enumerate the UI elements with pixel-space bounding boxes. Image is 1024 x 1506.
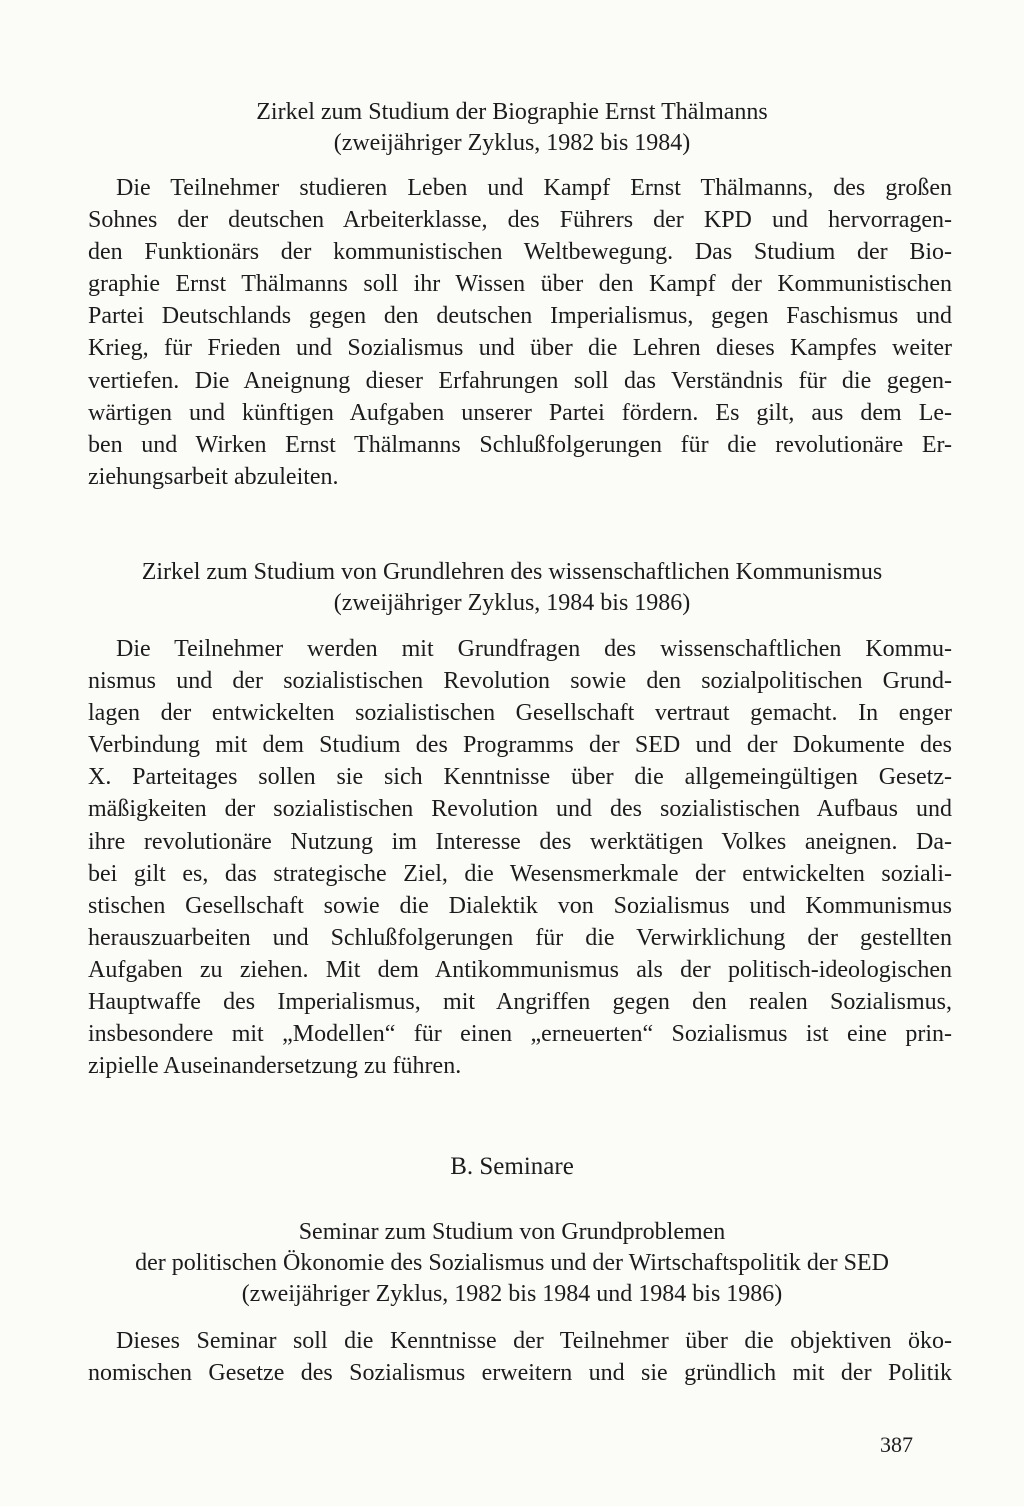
paragraph-line: insbesondere mit „Modellen“ für einen „erneuerten“ Sozialismus ist eine prin- xyxy=(88,1021,952,1048)
paragraph-line: den Funktionärs der kommunistischen Weltbewegung. Das Studium der Bio- xyxy=(88,239,952,266)
heading-line: Zirkel zum Studium der Biographie Ernst Thälmanns xyxy=(256,99,768,125)
paragraph-line: nomischen Gesetze des Sozialismus erweitern und sie gründlich mit der Politik xyxy=(88,1360,952,1387)
paragraph-line: wärtigen und künftigen Aufgaben unserer Partei fördern. Es gilt, aus dem Le- xyxy=(88,399,952,426)
paragraph-line: Partei Deutschlands gegen den deutschen Imperialismus, gegen Faschismus und xyxy=(88,303,952,330)
section-title-seminare: B. Seminare xyxy=(450,1153,574,1180)
paragraph-line: ihre revolutionäre Nutzung im Interesse des werktätigen Volkes aneignen. Da- xyxy=(88,828,952,855)
paragraph-thaelmann xyxy=(88,172,952,493)
section-heading-thaelmann xyxy=(60,97,964,159)
paragraph-oekonomie xyxy=(88,1325,952,1389)
section-heading-oekonomie xyxy=(60,1217,964,1310)
paragraph-line: Dieses Seminar soll die Kenntnisse der Teilnehmer über die objektiven öko- xyxy=(116,1328,952,1354)
paragraph-kommunismus xyxy=(88,633,952,1082)
heading-line: der politischen Ökonomie des Sozialismus und der Wirtschaftspolitik der SED xyxy=(135,1250,889,1276)
paragraph-line: stischen Gesellschaft sowie die Dialektik von Sozialismus und Kommunismus xyxy=(88,892,952,919)
heading-line: (zweijähriger Zyklus, 1984 bis 1986) xyxy=(333,590,691,616)
heading-line: Zirkel zum Studium von Grundlehren des wissenschaftlichen Kommunismus xyxy=(141,559,883,585)
paragraph-line: zipielle Auseinandersetzung zu führen. xyxy=(88,1053,462,1080)
page-number: 387 xyxy=(880,1432,913,1457)
paragraph-line: mäßigkeiten der sozialistischen Revolution und des sozialistischen Aufbaus und xyxy=(88,796,952,823)
paragraph-line: nismus und der sozialistischen Revolution sowie den sozialpolitischen Grund- xyxy=(88,668,952,695)
paragraph-line: Krieg, für Frieden und Sozialismus und über die Lehren dieses Kampfes weiter xyxy=(88,335,952,362)
paragraph-line: Die Teilnehmer werden mit Grundfragen des wissenschaftlichen Kommu- xyxy=(116,636,952,662)
paragraph-line: X. Parteitages sollen sie sich Kenntnisse über die allgemeingültigen Gesetz- xyxy=(88,764,952,791)
paragraph-line: Verbindung mit dem Studium des Programms der SED und der Dokumente des xyxy=(88,732,952,759)
paragraph-line: graphie Ernst Thälmanns soll ihr Wissen über den Kampf der Kommunistischen xyxy=(88,271,952,298)
paragraph-line: ben und Wirken Ernst Thälmanns Schlußfolgerungen für die revolutionäre Er- xyxy=(88,431,952,458)
heading-line: (zweijähriger Zyklus, 1982 bis 1984) xyxy=(333,130,691,156)
paragraph-line: Aufgaben zu ziehen. Mit dem Antikommunismus als der politisch-ideologischen xyxy=(88,956,952,983)
heading-line: (zweijähriger Zyklus, 1982 bis 1984 und 1984 bis 1986) xyxy=(241,1281,783,1307)
paragraph-line: lagen der entwickelten sozialistischen Gesellschaft vertraut gemacht. In enger xyxy=(88,700,952,727)
paragraph-line: Die Teilnehmer studieren Leben und Kampf Ernst Thälmanns, des großen xyxy=(116,175,952,201)
paragraph-line: vertiefen. Die Aneignung dieser Erfahrungen soll das Verständnis für die gegen- xyxy=(88,367,952,394)
paragraph-line: bei gilt es, das strategische Ziel, die Wesensmerkmale der entwickelten soziali- xyxy=(88,860,952,887)
paragraph-line: herauszuarbeiten und Schlußfolgerungen für die Verwirklichung der gestellten xyxy=(88,924,952,951)
section-heading-kommunismus xyxy=(60,557,964,619)
heading-line: Seminar zum Studium von Grundproblemen xyxy=(298,1219,726,1245)
paragraph-line: Sohnes der deutschen Arbeiterklasse, des Führers der KPD und hervorragen- xyxy=(88,207,952,234)
paragraph-line: Hauptwaffe des Imperialismus, mit Angriffen gegen den realen Sozialismus, xyxy=(88,989,952,1016)
paragraph-line: ziehungsarbeit abzuleiten. xyxy=(88,463,339,490)
